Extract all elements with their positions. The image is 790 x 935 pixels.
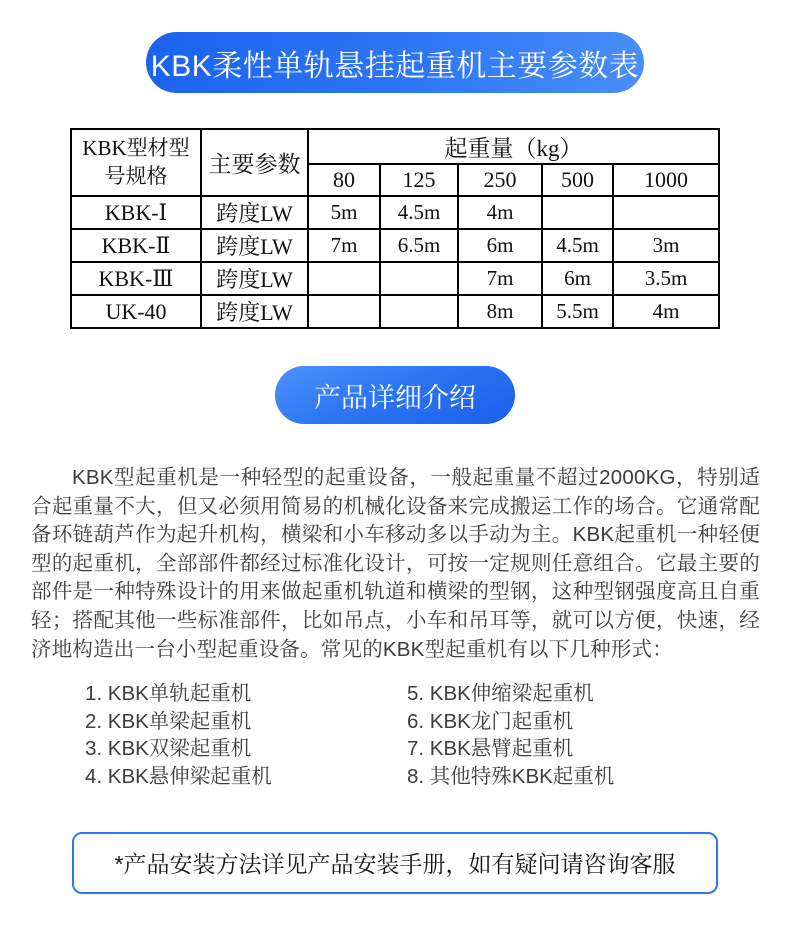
value-cell xyxy=(542,196,613,229)
list-item: 6. KBK龙门起重机 xyxy=(407,709,574,733)
product-detail-page xyxy=(0,32,790,894)
list-item: 5. KBK伸缩梁起重机 xyxy=(407,682,594,706)
title-banner xyxy=(146,32,644,93)
value-cell xyxy=(380,295,458,328)
param-cell: 跨度LW xyxy=(201,196,308,229)
value-cell: 7m xyxy=(308,229,380,262)
footer-note-text: *产品安装方法详见产品安装手册，如有疑问请咨询客服 xyxy=(114,851,676,878)
capacity-col-250: 250 xyxy=(458,164,542,196)
param-cell: 跨度LW xyxy=(201,262,308,295)
table-row xyxy=(71,262,719,295)
list-item: 2. KBK单梁起重机 xyxy=(85,709,252,733)
section-title: 产品详细介绍 xyxy=(314,382,476,413)
table-row xyxy=(71,196,719,229)
model-cell: KBK-Ⅱ xyxy=(71,229,201,262)
model-cell: UK-40 xyxy=(71,295,201,328)
section-title-pill xyxy=(275,366,515,424)
value-cell: 6m xyxy=(542,262,613,295)
parameters-table xyxy=(70,128,720,329)
list-item: 3. KBK双梁起重机 xyxy=(85,737,252,761)
list-item: 4. KBK悬伸梁起重机 xyxy=(85,764,272,788)
capacity-col-125: 125 xyxy=(380,164,458,196)
crane-types-right-column xyxy=(407,680,614,790)
list-item: 8. 其他特殊KBK起重机 xyxy=(407,764,615,788)
list-item: 1. KBK单轨起重机 xyxy=(85,682,252,706)
capacity-col-1000: 1000 xyxy=(613,164,719,196)
param-cell: 跨度LW xyxy=(201,229,308,262)
banner-title: KBK柔性单轨悬挂起重机主要参数表 xyxy=(150,49,640,83)
crane-types-left-column xyxy=(85,680,407,790)
value-cell: 5m xyxy=(308,196,380,229)
value-cell: 8m xyxy=(458,295,542,328)
value-cell xyxy=(613,196,719,229)
table-row xyxy=(71,229,719,262)
table-header-capacity: 起重量（kg） xyxy=(308,129,719,164)
value-cell: 3m xyxy=(613,229,719,262)
crane-types-list xyxy=(85,680,790,790)
table-row xyxy=(71,295,719,328)
value-cell xyxy=(380,262,458,295)
list-item: 7. KBK悬臂起重机 xyxy=(407,737,574,761)
capacity-col-500: 500 xyxy=(542,164,613,196)
value-cell xyxy=(308,262,380,295)
value-cell: 7m xyxy=(458,262,542,295)
value-cell: 4.5m xyxy=(542,229,613,262)
model-cell: KBK-Ⅰ xyxy=(71,196,201,229)
table-header-param: 主要参数 xyxy=(201,129,308,196)
table-header-model: KBK型材型号规格 xyxy=(71,129,201,196)
intro-paragraph: KBK型起重机是一种轻型的起重设备，一般起重量不超过2000KG，特别适合起重量不大，但又必须用简易的机械化设备来完成搬运工作的场合。它通常配备环链葫芦作为起升机构，横梁和小车移动多以手动为主。KBK起重机一种轻便型的起重机，全部部件都经过标准化设计，可按一定规则任意组合。它最主要的部件是一种特殊设计的用来做起重机轨道和横梁的型钢，这种型钢强度高且自重轻；搭配其他一些标准部件，比如吊点，小车和吊耳等，就可以方便，快速，经济地构造出一台小型起重设备。常见的KBK型起重机有以下几种形式： xyxy=(31,466,760,661)
value-cell: 5.5m xyxy=(542,295,613,328)
value-cell: 4m xyxy=(613,295,719,328)
capacity-col-80: 80 xyxy=(308,164,380,196)
value-cell: 6.5m xyxy=(380,229,458,262)
model-cell: KBK-Ⅲ xyxy=(71,262,201,295)
value-cell: 6m xyxy=(458,229,542,262)
param-cell: 跨度LW xyxy=(201,295,308,328)
footer-note-box xyxy=(72,832,718,894)
value-cell: 4m xyxy=(458,196,542,229)
value-cell: 3.5m xyxy=(613,262,719,295)
value-cell: 4.5m xyxy=(380,196,458,229)
value-cell xyxy=(308,295,380,328)
